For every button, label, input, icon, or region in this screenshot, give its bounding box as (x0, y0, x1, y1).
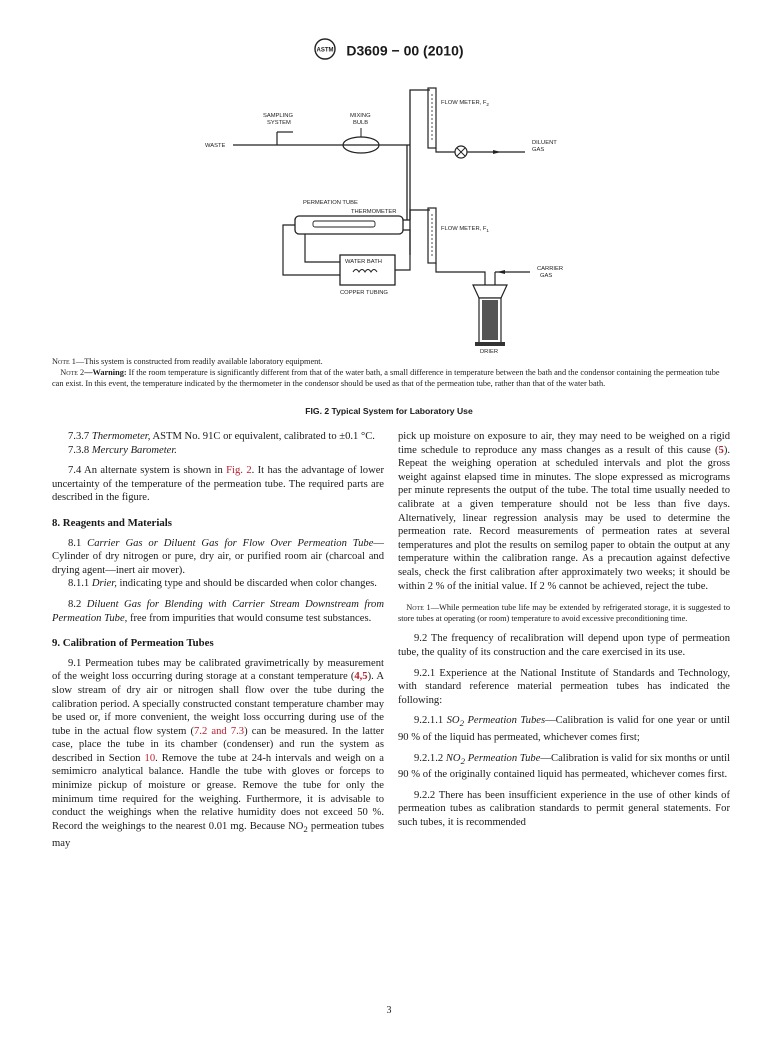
para-9-2-1-2: 9.2.1.2 $NO_2$ Permeation Tube—Calibration is valid for six months or until 90 % of the originally contained liquid has permeated, whichever comes first. (398, 752, 731, 781)
para-8-1: 8.1 Carrier Gas or Diluent Gas for Flow Over Permeation Tube—Cylinder of dry nitrogen or pure, dry air, or purified room air (charcoal and drying agent—inert air mover). (52, 537, 384, 576)
para-7-3-8: 7.3.8 Mercury Barometer. (68, 444, 177, 456)
page-number: 3 (386, 1005, 392, 1016)
label-mixing: MIXING (350, 113, 371, 119)
figure-caption: FIG. 2 Typical System for Laboratory Use (305, 406, 473, 416)
label-flowmeter-2: FLOW METER, $F_2$ (441, 100, 489, 107)
label-carrier-gas: GAS (540, 273, 553, 279)
para-8-2: 8.2 Diluent Gas for Blending with Carrier Stream Downstream from Permeation Tube, free from impurities that would consume test substances. (52, 598, 385, 624)
right-column (398, 430, 730, 830)
label-flowmeter-1: FLOW METER, $F_1$ (441, 226, 489, 233)
para-9-2-1-1: 9.2.1.1 $SO_2$ Permeation Tubes—Calibration is valid for one year or until 90 % of the liquid has permeated, whichever comes first; (398, 715, 730, 743)
para-7-3-7: 7.3.7 Thermometer, ASTM No. 91C or equivalent, calibrated to ±0.1 °C. (68, 431, 375, 442)
note-1: Note 1—While permeation tube life may be extended by refrigerated storage, it is suggested to store tubes at operating (or room) temperature to avoid excessive preconditioning time. (398, 603, 730, 623)
label-diluent: DILUENT (532, 140, 557, 146)
ref-4-5-link[interactable]: 4,5 (354, 671, 368, 683)
lab-system-diagram (195, 80, 575, 355)
label-carrier: CARRIER (537, 266, 564, 272)
standard-designation: D3609 − 00 (2010) (346, 42, 464, 59)
label-sampling: SAMPLING (263, 113, 293, 119)
figure-note-1: Note 1—This system is constructed from readily available laboratory equipment. (52, 357, 323, 366)
label-bulb: BULB (353, 120, 369, 126)
page-header (0, 38, 778, 63)
ref-5-link[interactable]: 5 (718, 444, 724, 456)
section-9-heading: 9. Calibration of Permeation Tubes (52, 637, 214, 650)
para-9-1: 9.1 Permeation tubes may be calibrated gravimetrically by measurement of the weight loss occurring during storage at a constant temperature (4,5). A slow stream of dry air or nitrogen shall flow over the tube during the calibration period. A specially constructed constant temperature chamber may be used or, if more convenient, the weight loss occurring during use of the tube in the actual flow system (7.2 and 7.3) can be measured. In the latter case, place the tube in its chamber (condenser) and run the system as described in Section 10. Remove the tube at 24-h intervals and weigh on a semimicro analytical balance. Handle the tube with gloves or forceps to minimize pickup of moisture or grease. Remove the tube for only the minimum time required for the weighing. Furthermore, it is advisable to conduct the weighings when the relative humidity does not exceed 50 %. Record the weighings to the nearest 0.01 mg. Because $NO_2$ permeation tubes may (52, 657, 385, 849)
label-thermometer: THERMOMETER (351, 209, 397, 215)
label-copper-tubing: COPPER TUBING (340, 290, 388, 296)
para-8-1-1: 8.1.1 Drier, indicating type and should be discarded when color changes. (68, 578, 377, 590)
para-9-2-2: 9.2.2 There has been insufficient experience in the use of other kinds of permeation tubes as calibration standards to permit general statements. For such tubes, it is recommended (398, 789, 730, 829)
section-8-heading: 8. Reagents and Materials (52, 516, 172, 529)
para-9-2: 9.2 The frequency of recalibration will depend upon type of permeation tube, the quality of its construction and the care exercised in its use. (398, 633, 730, 658)
svg-text:ASTM: ASTM (316, 47, 334, 54)
label-diluent-gas: GAS (532, 147, 545, 153)
label-drier: DRIER (480, 349, 499, 355)
para-9-1-cont: pick up moisture on exposure to air, they may need to be weighed on a rigid time schedule to reproduce any mass changes as a result of this cause (5). Repeat the weighing operation at scheduled intervals and plot the gross weight against elapsed time in minutes. The slope expressed as micrograms per minute represents the output of the tube. The total time usually needed to calibrate at a given temperature should not be less than five days. Alternatively, linear regression analysis may be used to determine the permeation rate. Record measurements of permeation rates at several temperatures and plot the results on semilog paper to obtain the output at any temperature within the calibration range. As a precaution against defective seals, check the first calibration after approximately two weeks; it should be within 2 % of the initial value. If 2 % cannot be achieved, reject the tube. (398, 431, 730, 592)
ref-7-2-link[interactable]: 7.2 and 7.3 (194, 725, 245, 737)
label-permeation-tube: PERMEATION TUBE (303, 200, 358, 206)
para-9-2-1: 9.2.1 Experience at the National Institute of Standards and Technology, with standard reference material permeation tubes has indicated the following: (398, 667, 730, 706)
para-7-4: 7.4 An alternate system is shown in Fig. 2. It has the advantage of lower uncertainty of the temperature of the permeation tube. The required parts are described in the figure. (52, 465, 384, 504)
label-waste: WASTE (205, 143, 226, 149)
figure-notes (52, 356, 728, 389)
figure-note-2: Note 2—Warning: If the room temperature is significantly different from that of the water bath, a small difference in temperature between the bath and the condensor containing the permeation tube can exist. In this event, the temperature indicated by the thermometer in the condensor should be used as that of the permeation tube, rather than that of the water bath. (52, 368, 720, 388)
astm-logo-icon (314, 38, 336, 63)
fig-2-link[interactable]: Fig. 2 (226, 465, 252, 477)
ref-section-10-link[interactable]: 10 (144, 752, 156, 764)
label-system: SYSTEM (267, 120, 291, 126)
left-column (52, 430, 384, 850)
label-water-bath: WATER BATH (345, 259, 382, 265)
